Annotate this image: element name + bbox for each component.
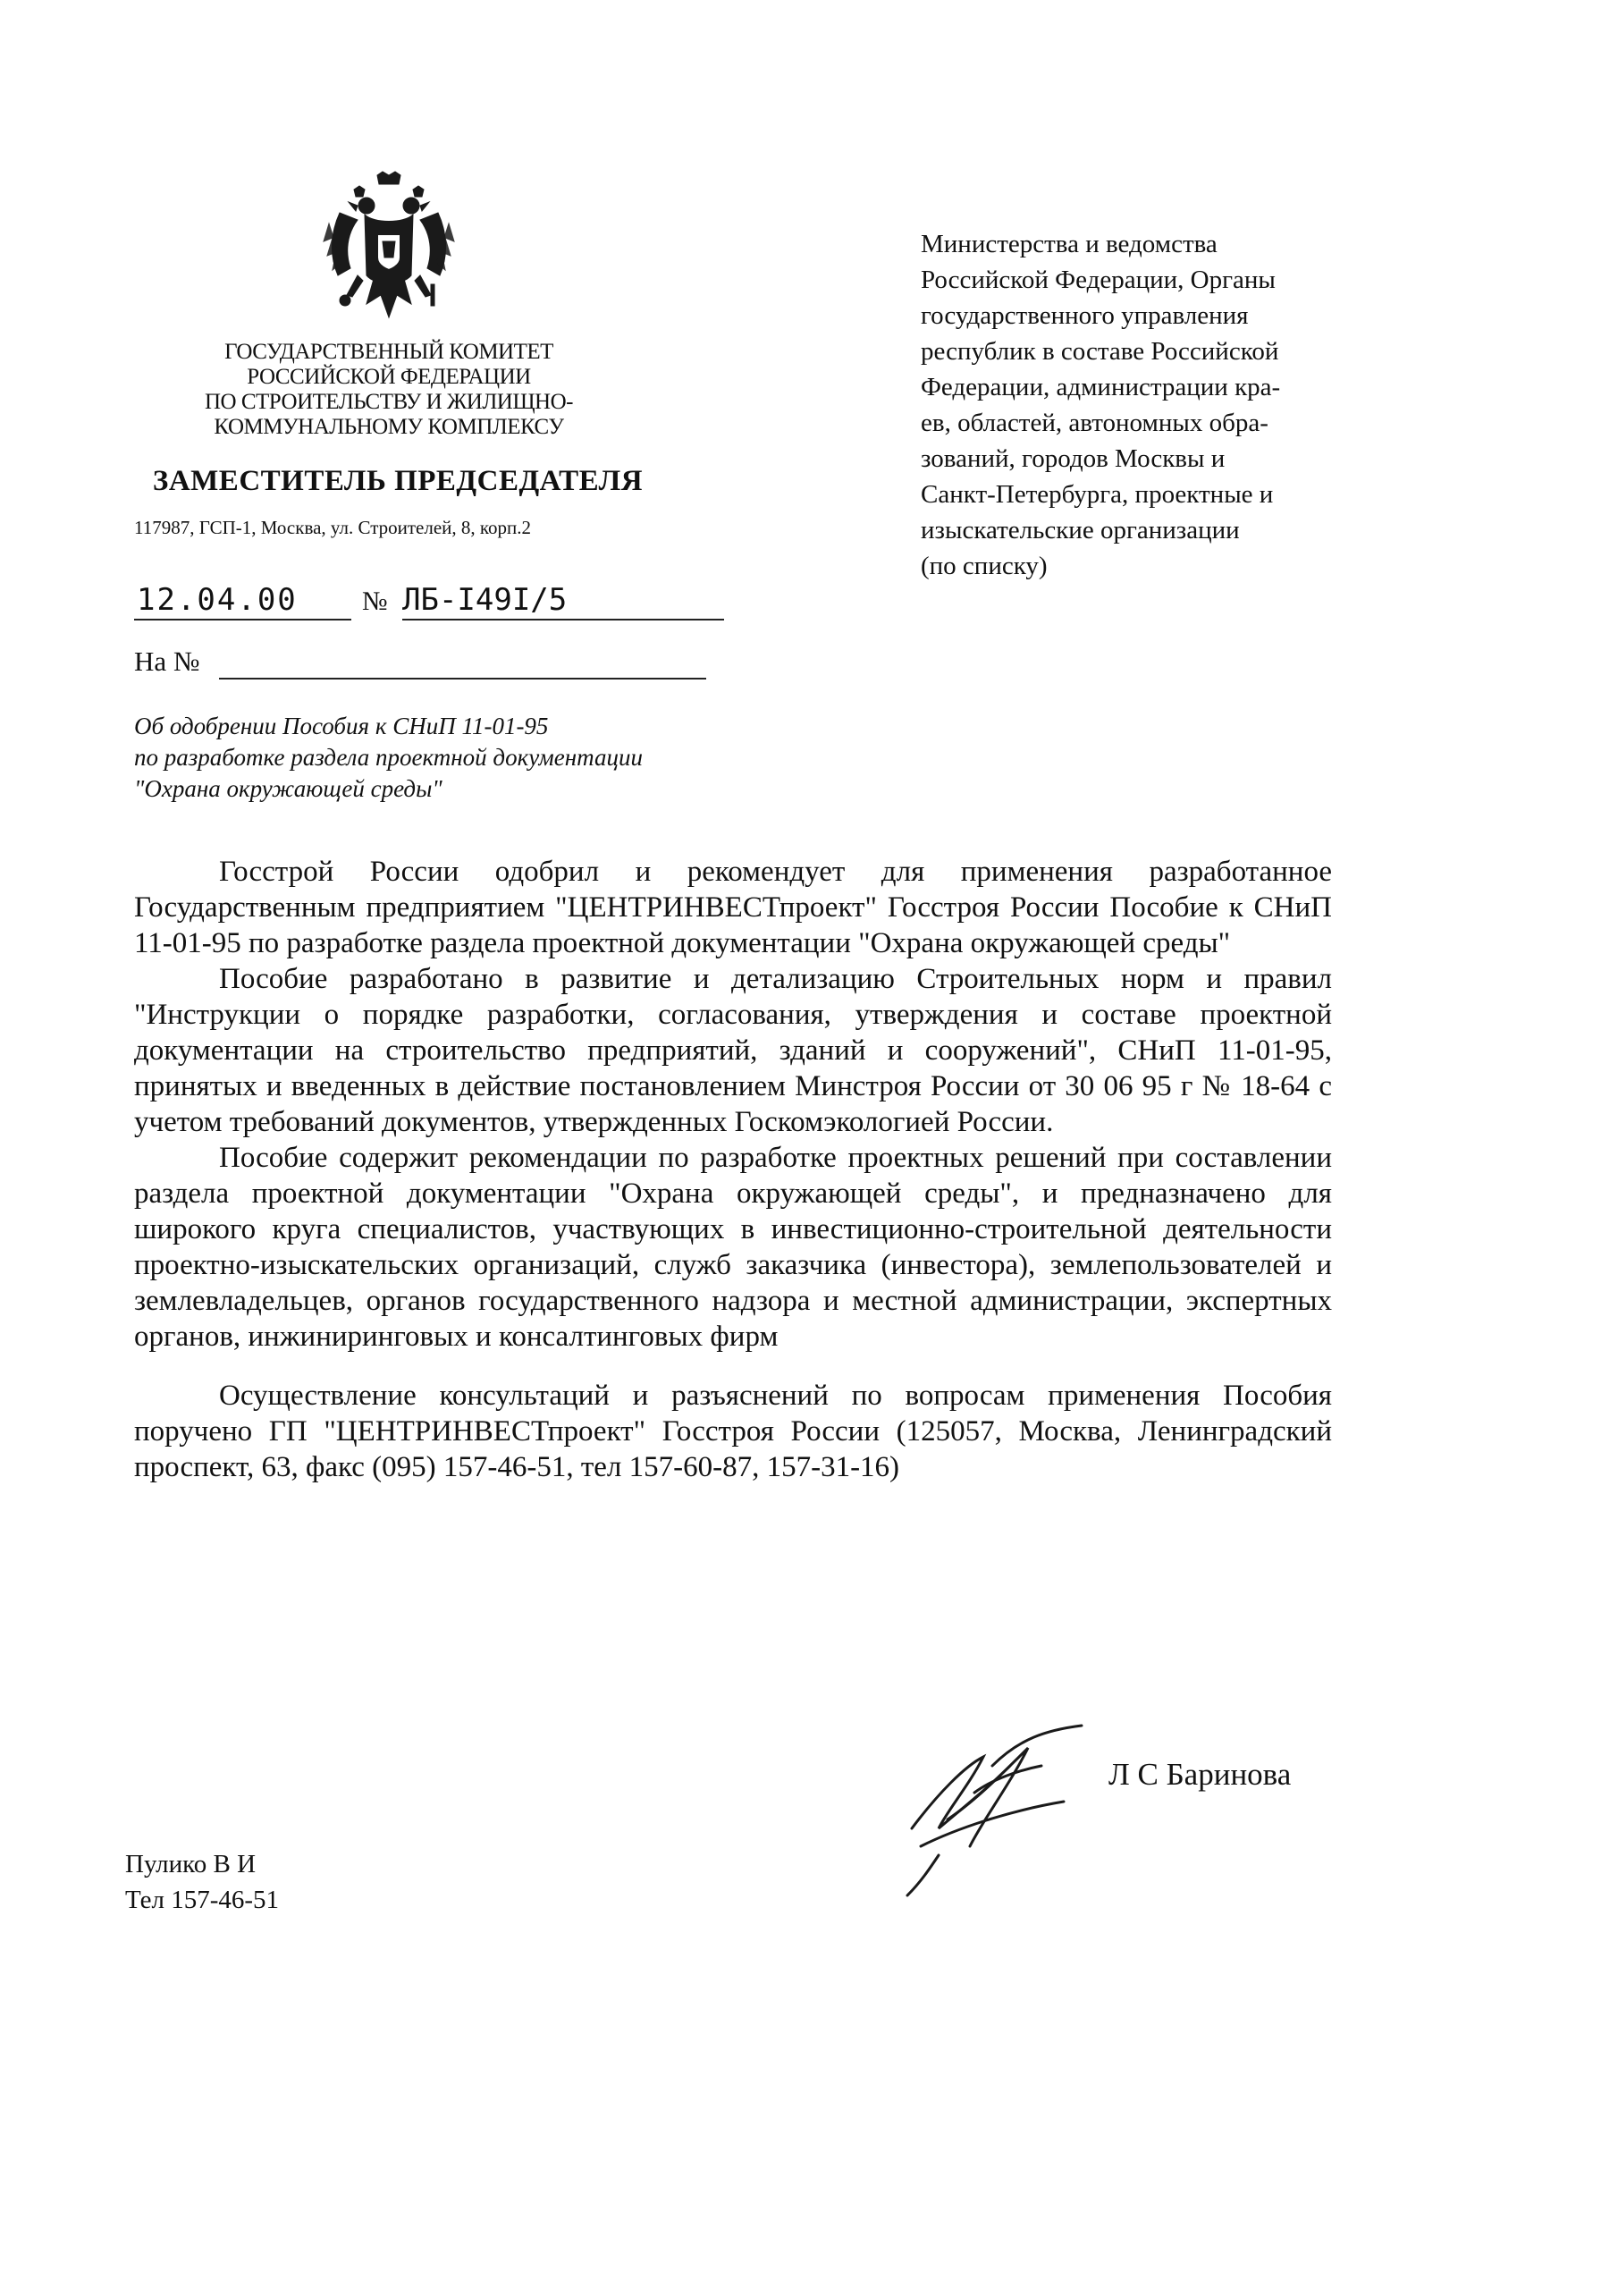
body-paragraph: Госстрой России одобрил и рекомендует для применения разработанное Государственным предприятием "ЦЕНТРИНВЕСТпроект" Госстроя России Пособие к СНиП 11-01-95 по разработке раздела проектной документации "Охрана окружающей среды"	[134, 856, 1332, 959]
organization-name	[134, 340, 644, 440]
executor-phone: Тел 157-46-51	[125, 1886, 280, 1914]
sender-address: 117987, ГСП-1, Москва, ул. Строителей, 8, корп.2	[134, 517, 532, 538]
reference-line	[134, 644, 706, 683]
subject-line: "Охрана окружающей среды"	[134, 775, 442, 802]
russian-coat-of-arms-icon	[322, 170, 456, 326]
recipient-line: государственного управления	[921, 301, 1249, 330]
subject-line: по разработке раздела проектной документации	[134, 744, 643, 771]
recipient-line: Российской Федерации, Органы	[921, 266, 1276, 294]
body-paragraph: Пособие содержит рекомендации по разработке проектных решений при составлении раздела проектной документации "Охрана окружающей среды", и предназначено для широкого круга специалистов, участвующих в инвестиционно-строительной деятельности проектно-изыскательских организаций, служб заказчика (инвестора), землепользователей и землевладельцев, органов государственного надзора и местной администрации, экспертных органов, инжиниринговых и консалтинговых фирм	[134, 1142, 1332, 1353]
recipient-line: изыскательские организации	[921, 516, 1240, 544]
recipient-line: Федерации, администрации кра-	[921, 373, 1281, 401]
subject-line: Об одобрении Пособия к СНиП 11-01-95	[134, 713, 549, 739]
recipient-line: (по списку)	[921, 552, 1048, 580]
recipient-line: республик в составе Российской	[921, 337, 1279, 366]
recipient-line: Министерства и ведомства	[921, 230, 1218, 258]
executor-name: Пулико В И	[125, 1850, 257, 1878]
org-line: РОССИЙСКОЙ ФЕДЕРАЦИИ	[247, 365, 531, 389]
body-paragraph: Пособие разработано в развитие и детализацию Строительных норм и правил "Инструкции о порядке разработки, согласования, утверждения и составе проектной документации на строительство предприятий, зданий и сооружений", СНиП 11-01-95, принятых и введенных в действие постановлением Минстроя России от 30 06 95 г № 18-64 с учетом требований документов, утвержденных Госкомэкологией России.	[134, 963, 1332, 1138]
position-title: ЗАМЕСТИТЕЛЬ ПРЕДСЕДАТЕЛЯ	[152, 465, 644, 497]
registration-line	[134, 581, 724, 620]
recipient-line: зований, городов Москвы и	[921, 444, 1226, 473]
recipient-line: Санкт-Петербурга, проектные и	[921, 480, 1274, 509]
letter-number: ЛБ-I49I/5	[402, 581, 724, 620]
org-line: КОММУНАЛЬНОМУ КОМПЛЕКСУ	[214, 415, 564, 439]
letter-date: 12.04.00	[134, 581, 351, 620]
reference-label: На №	[134, 646, 200, 677]
letter-subject	[134, 711, 760, 805]
number-label: №	[362, 587, 388, 616]
org-line: ГОСУДАРСТВЕННЫЙ КОМИТЕТ	[224, 340, 553, 364]
body-paragraph: Осуществление консультаций и разъяснений по вопросам применения Пособия поручено ГП "ЦЕНТРИНВЕСТпроект" Госстроя России (125057, Москва, Ленинградский проспект, 63, факс (095) 157-46-51, тел 157-60-87, 157-31-16)	[134, 1380, 1332, 1483]
org-line: ПО СТРОИТЕЛЬСТВУ И ЖИЛИЩНО-	[205, 390, 573, 414]
recipient-line: ев, областей, автономных обра-	[921, 409, 1268, 437]
executor-block	[125, 1846, 279, 1918]
handwritten-signature-icon	[885, 1721, 1100, 1900]
letter-body	[134, 854, 1332, 1485]
signer-name: Л С Баринова	[1108, 1757, 1292, 1792]
reference-blank	[219, 644, 706, 680]
recipient-block	[921, 226, 1386, 584]
